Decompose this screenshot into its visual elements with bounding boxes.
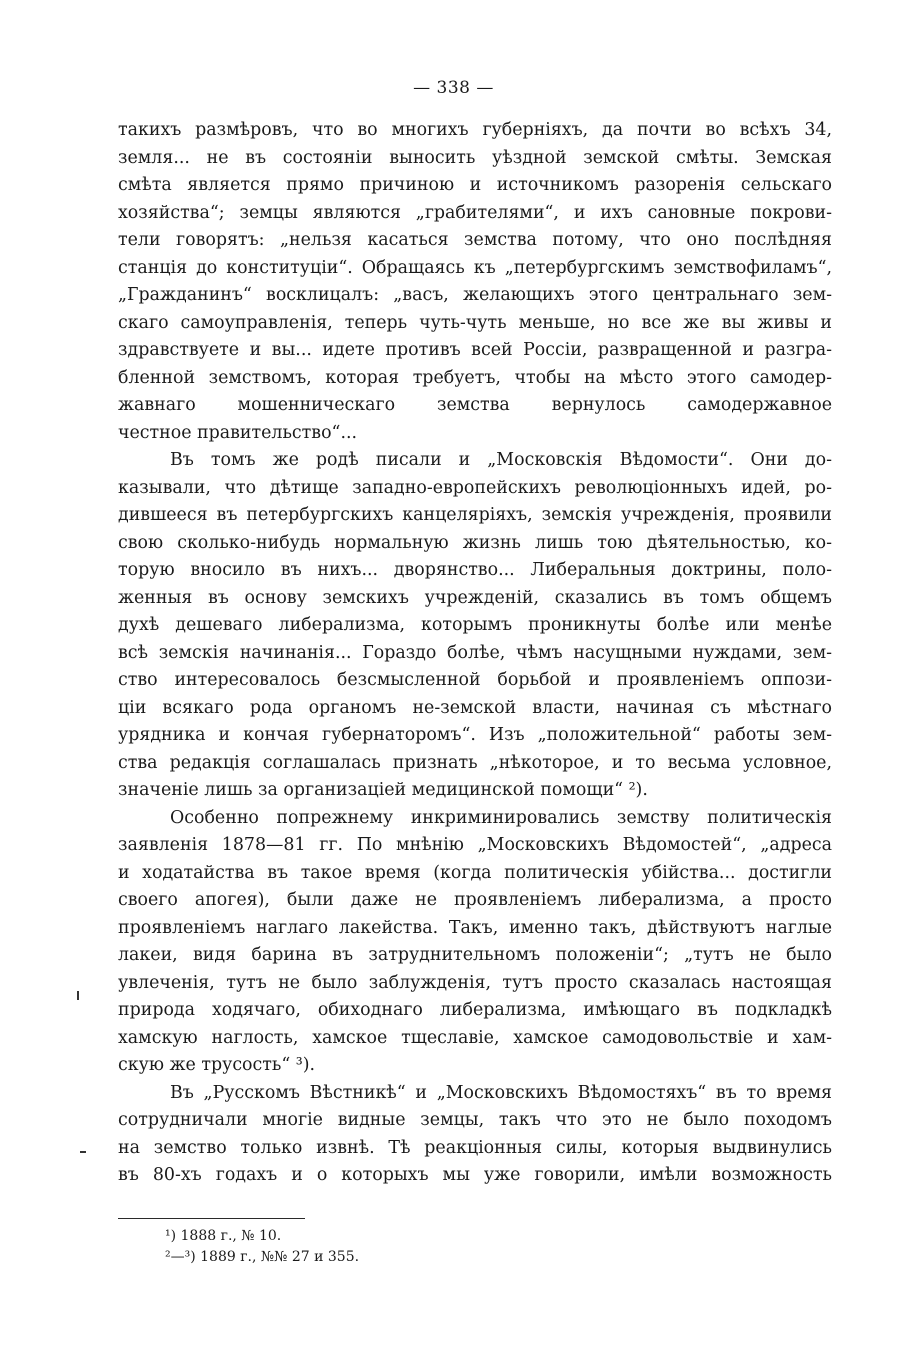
- text-line: своего апогея), были даже не проявленіемъ либерализма, а просто: [118, 890, 832, 910]
- text-line: хамскую наглость, хамское тщеславіе, хамское самодовольствіе и хам-: [118, 1027, 832, 1048]
- paragraph-3: [118, 805, 832, 1080]
- text-line: всѣ земскія начинанія... Гораздо болѣе, чѣмъ насущными нуждами, зем-: [118, 642, 832, 663]
- text-line: природа ходячаго, обиходнаго либерализма, имѣющаго въ подкладкѣ: [118, 1000, 832, 1020]
- text-line: скаго самоуправленія, теперь чуть-чуть меньше, но все же вы живы и: [118, 312, 832, 333]
- text-line: проявленіемъ наглаго лакейства. Такъ, именно такъ, дѣйствуютъ наглые: [118, 917, 832, 938]
- text-line: увлеченія, тутъ не было заблужденія, тутъ просто сказалась настоящая: [118, 972, 832, 993]
- text-line: сотрудничали многіе видные земцы, такъ что это не было походомъ: [118, 1110, 832, 1130]
- text-line: бленной земствомъ, которая требуетъ, чтобы на мѣсто этого самодер-: [118, 367, 832, 388]
- paragraph-4: [118, 1080, 832, 1190]
- text-line: урядника и кончая губернаторомъ“. Изъ „положительной“ работы зем-: [118, 725, 832, 745]
- text-line: торую вносило въ нихъ... дворянство... Либеральныя доктрины, поло-: [118, 560, 832, 580]
- body-text: [118, 117, 832, 1190]
- text-line: значеніе лишь за организаціей медицинской помощи“ ²).: [118, 780, 648, 800]
- text-line: ства редакція соглашалась признать „нѣкоторое, и то весьма условное,: [118, 752, 832, 773]
- text-line: честное правительство“...: [118, 422, 358, 443]
- text-line: Особенно попрежнему инкриминировались земству политическія: [170, 807, 832, 828]
- text-line: здравствуете и вы... идете противъ всей Россіи, развращенной и разгра-: [118, 340, 832, 360]
- text-line: заявленія 1878—81 гг. По мнѣнію „Московскихъ Вѣдомостей“, „адреса: [118, 835, 832, 855]
- paragraph-2: [118, 447, 832, 805]
- text-line: на земство только извнѣ. Тѣ реакціонныя силы, которыя выдвинулись: [118, 1137, 832, 1158]
- footnote-divider: [118, 1218, 305, 1219]
- text-line: и ходатайства въ такое время (когда политическія убійства... достигли: [118, 862, 832, 883]
- text-line: жавнаго мошенническаго земства вернулось самодержавное: [118, 395, 832, 415]
- page-number: — 338 —: [413, 78, 494, 98]
- paragraph-1: [118, 117, 832, 447]
- text-line: лакеи, видя барина въ затруднительномъ положеніи“; „тутъ не было: [118, 945, 832, 965]
- text-line: ціи всякаго рода органомъ не-земской власти, начиная съ мѣстнаго: [118, 697, 832, 718]
- text-line: такихъ размѣровъ, что во многихъ губерніяхъ, да почти во всѣхъ 34,: [118, 120, 832, 140]
- text-line: земля... не въ состояніи выносить уѣздной земской смѣты. Земская: [118, 147, 832, 168]
- text-line: свою сколько-нибудь нормальную жизнь лишь тою дѣятельностью, ко-: [118, 532, 832, 553]
- text-line: женныя въ основу земскихъ учрежденій, сказались въ томъ общемъ: [118, 587, 832, 608]
- text-line: духѣ дешеваго либерализма, которымъ проникнуты болѣе или менѣе: [118, 615, 832, 635]
- footnotes: [165, 1226, 765, 1268]
- footnote: ²—³) 1889 г., №№ 27 и 355.: [165, 1249, 360, 1265]
- text-line: „Гражданинъ“ восклицалъ: „васъ, желающихъ этого центральнаго зем-: [118, 285, 832, 305]
- text-line: смѣта является прямо причиною и источникомъ разоренія сельскаго: [118, 175, 832, 195]
- text-line: Въ „Русскомъ Вѣстникѣ“ и „Московскихъ Вѣдомостяхъ“ въ то время: [170, 1082, 832, 1103]
- text-line: скую же трусость“ ³).: [118, 1055, 316, 1075]
- text-line: дившееся въ петербургскихъ канцеляріяхъ, земскія учрежденія, проявили: [118, 505, 832, 525]
- margin-speck: [77, 991, 79, 1000]
- text-line: ство интересовалось безсмысленной борьбой и проявленіемъ оппози-: [118, 670, 832, 690]
- text-line: казывали, что дѣтище западно-европейскихъ революціонныхъ идей, ро-: [118, 477, 832, 498]
- text-line: станція до конституціи“. Обращаясь къ „петербургскимъ земствофиламъ“,: [118, 257, 832, 278]
- text-line: хозяйства“; земцы являются „грабителями“, и ихъ сановные покрови-: [118, 202, 832, 223]
- text-line: Въ томъ же родѣ писали и „Московскія Вѣдомости“. Они до-: [170, 450, 832, 470]
- footnote: ¹) 1888 г., № 10.: [165, 1228, 282, 1244]
- text-line: въ 80-хъ годахъ и о которыхъ мы уже говорили, имѣли возможность: [118, 1165, 832, 1185]
- margin-speck: [80, 1151, 86, 1153]
- text-line: тели говорятъ: „нельзя касаться земства потому, что оно послѣдняя: [118, 230, 832, 250]
